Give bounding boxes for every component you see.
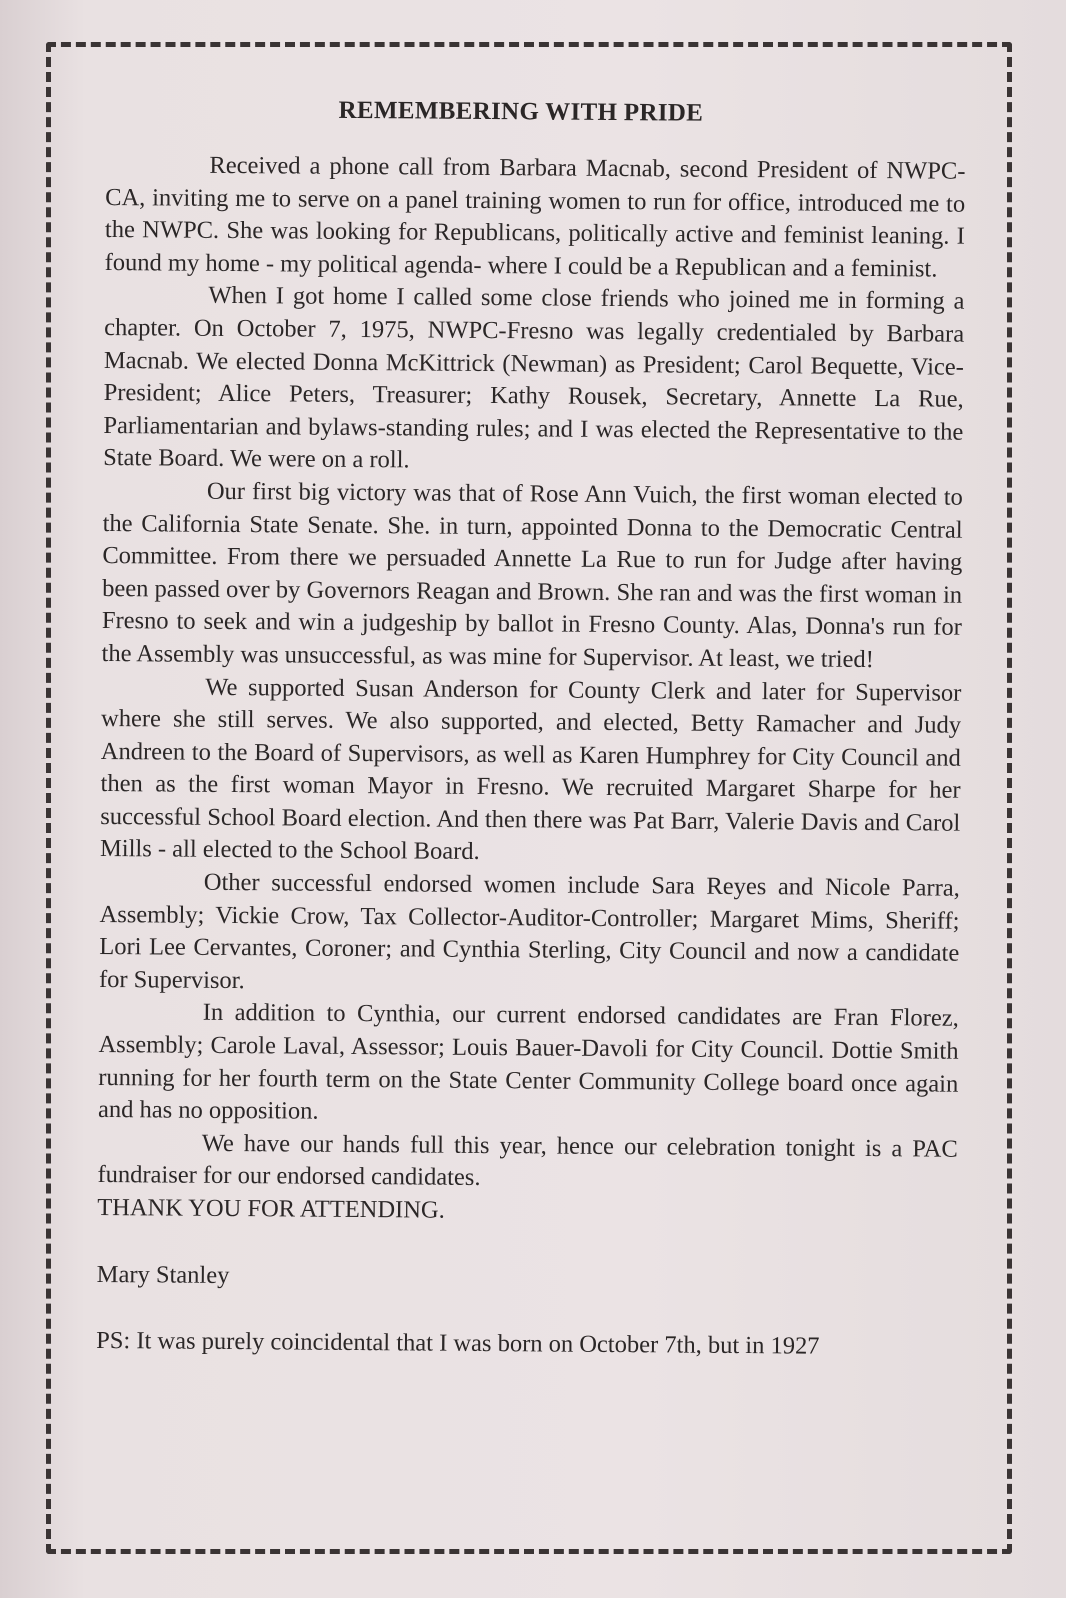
closing-line: THANK YOU FOR ATTENDING.	[97, 1193, 445, 1224]
postscript: PS: It was purely coincidental that I was born on October 7th, but in 1927	[96, 1327, 820, 1360]
paragraph-5: Other successful endorsed women include Sara Reyes and Nicole Parra, Assembly; Vickie Crow, Tax Collector-Auditor-Controller; Margaret Mims, Sheriff; Lori Lee Cervantes, Coroner; and Cynthia Sterling, City Council and now a candidate for Supervisor.	[98, 868, 960, 994]
paragraph-3: Our first big victory was that of Rose Ann Vuich, the first woman elected to the California State Senate. She. in turn, appointed Donna to the Democratic Central Committee. From there we persuaded Annette La Rue to run for Judge after having been passed over by Governors Reagan and Brown. She ran and was the first woman in Fresno to seek and win a judgeship by ballot in Fresno County. Alas, Donna's run for the Assembly was unsuccessful, as was mine for Supervisor. At least, we tried!	[101, 477, 963, 673]
paragraph-1: Received a phone call from Barbara Macnab, second President of NWPC-CA, inviting me to serve on a panel training women to run for office, introduced me to the NWPC. She was looking for Republicans, politically active and feminist leaning. I found my home - my political agenda- where I could be a Republican and a feminist.	[104, 151, 966, 283]
paragraph-6: In addition to Cynthia, our current endorsed candidates are Fran Florez, Assembly; Carole Laval, Assessor; Louis Bauer-Davoli for City Council. Dottie Smith running for her fourth term on the State Center Community College board once again and has no opposition.	[97, 999, 959, 1125]
paragraph-2: When I got home I called some close friends who joined me in forming a chapter. On October 7, 1975, NWPC-Fresno was legally credentialed by Barbara Macnab. We elected Donna McKittrick (Newman) as President; Carol Bequette, Vice-President; Alice Peters, Treasurer; Kathy Rousek, Secretary, Annette La Rue, Parliamentarian and bylaws-standing rules; and I was elected the Representative to the State Board. We were on a roll.	[103, 282, 965, 474]
paragraph-4: We supported Susan Anderson for County Clerk and later for Supervisor where she still serves. We also supported, and elected, Betty Ramacher and Judy Andreen to the Board of Supervisors, as well as Karen Humphrey for City Council and then as the first woman Mayor in Fresno. We recruited Margaret Sharpe for her successful School Board election. And then there was Pat Barr, Valerie Davis and Carol Mills - all elected to the School Board.	[99, 673, 962, 866]
document-body	[96, 95, 966, 1364]
paragraph-7: We have our hands full this year, hence our celebration tonight is a PAC fundraiser for our endorsed candidates.	[97, 1129, 958, 1192]
document-title: REMEMBERING WITH PRIDE	[338, 96, 704, 127]
signature: Mary Stanley	[96, 1260, 230, 1289]
